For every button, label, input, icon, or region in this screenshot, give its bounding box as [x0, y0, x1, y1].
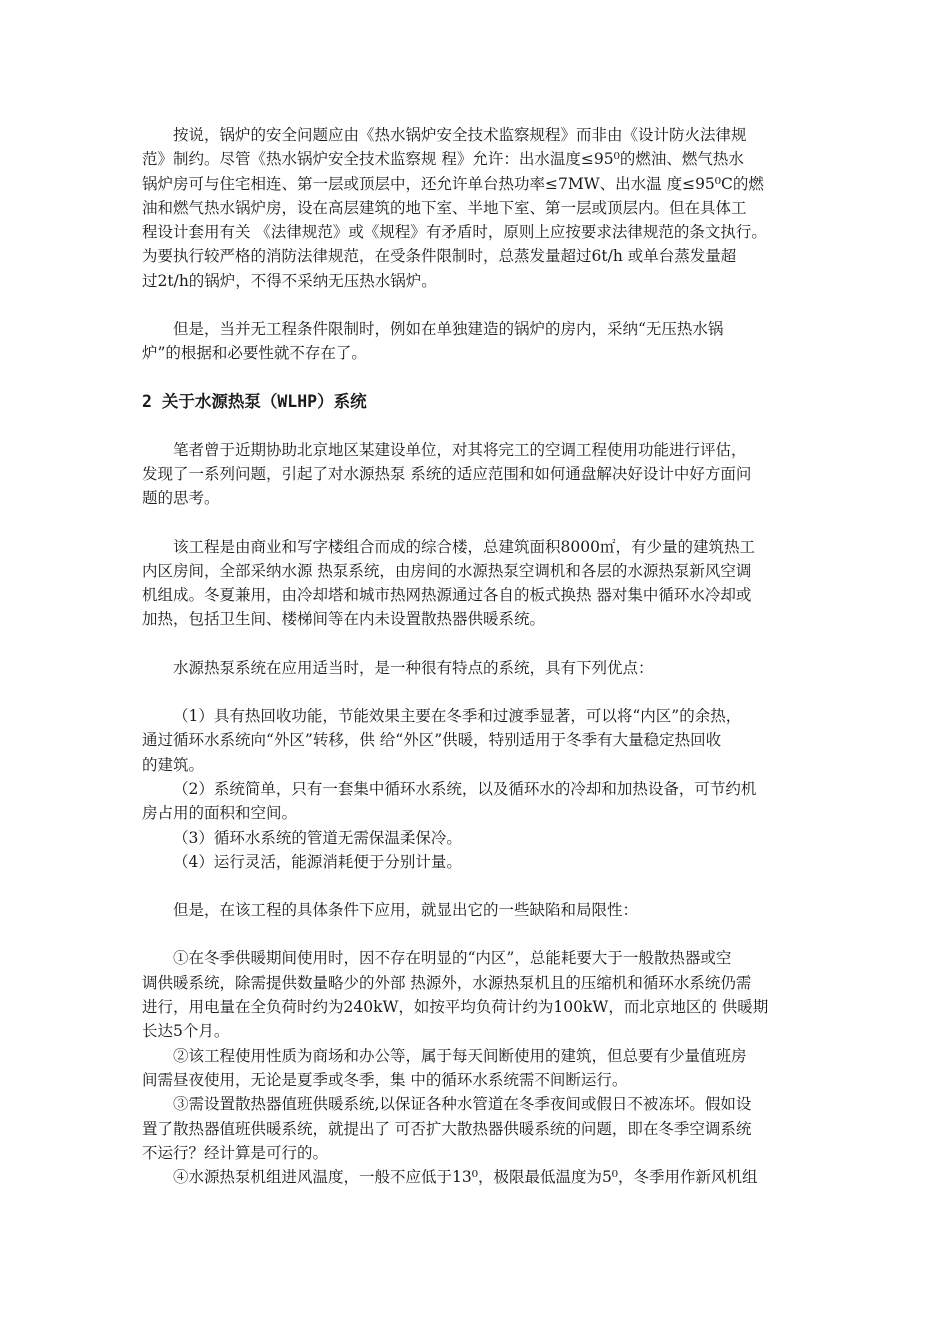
text-line: 为要执行较严格的消防法律规范，在受条件限制时，总蒸发量超过6t/h 或单台蒸发量超: [142, 247, 737, 266]
text-line: 但是，当并无工程条件限制时，例如在单独建造的锅炉的房内，采纳“无压热水锅: [173, 320, 724, 339]
text-line: 范》制约。尽管《热水锅炉安全技术监察规 程》允许：出水温度≤95⁰的燃油、燃气热水: [142, 150, 744, 169]
block-spacer: [142, 293, 830, 317]
block-spacer: [142, 680, 830, 704]
block-spacer: [142, 414, 830, 438]
text-line: 的建筑。: [142, 755, 205, 774]
text-line: 置了散热器值班供暖系统，就提出了 可否扩大散热器供暖系统的问题，即在冬季空调系统: [142, 1119, 752, 1138]
list-item: [142, 1044, 830, 1093]
para-limitations-intro: [142, 898, 830, 922]
text-line: （3）循环水系统的管道无需保温柔保冷。: [173, 828, 462, 847]
section-heading-wlhp: 2 关于水源热泵（WLHP）系统: [142, 391, 367, 411]
text-line: 按说，锅炉的安全问题应由《热水锅炉安全技术监察规程》而非由《设计防火法律规: [173, 126, 747, 144]
text-line: 通过循环水系统向“外区”转移，供 给“外区”供暖，特别适用于冬季有大量稳定热回收: [142, 731, 722, 750]
limitations-list: [142, 946, 830, 1189]
text-line: 不运行？经计算是可行的。: [142, 1143, 329, 1162]
block-spacer: [142, 366, 830, 390]
para-boiler-regulation: [142, 123, 830, 293]
list-item: [142, 704, 830, 777]
text-line: ①在冬季供暖期间使用时，因不存在明显的“内区”，总能耗要大于一般散热器或空: [173, 949, 732, 968]
text-line: 题的思考。: [142, 489, 220, 508]
advantages-list: [142, 704, 830, 874]
text-line: 锅炉房可与住宅相连、第一层或顶层中，还允许单台热功率≤7MW、出水温 度≤95⁰C的燃: [142, 174, 764, 193]
block-spacer: [142, 922, 830, 946]
text-line: 调供暖系统，除需提供数量略少的外部 热源外，水源热泵机且的压缩机和循环水系统仍需: [142, 973, 752, 992]
text-line: 炉”的根据和必要性就不存在了。: [142, 344, 367, 363]
text-line: 间需昼夜使用，无论是夏季或冬季，集 中的循环水系统需不间断运行。: [142, 1070, 628, 1089]
text-line: 加热，包括卫生间、楼梯间等在内未设置散热器供暖系统。: [142, 610, 546, 629]
para-advantages-intro: [142, 656, 830, 680]
text-line: 程设计套用有关 《法律规范》或《规程》有矛盾时，原则上应按要求法律规范的条文执行。: [142, 223, 767, 242]
text-line: 笔者曾于近期协助北京地区某建设单位，对其将完工的空调工程使用功能进行评估，: [173, 440, 747, 459]
text-line: 该工程是由商业和写字楼组合而成的综合楼，总建筑面积8000㎡，有少量的建筑热工: [173, 537, 755, 556]
text-line: 水源热泵系统在应用适当时，是一种很有特点的系统，具有下列优点：: [173, 658, 654, 677]
block-spacer: [142, 511, 830, 535]
text-line: 长达5个月。: [142, 1022, 230, 1041]
text-line: ③需设置散热器值班供暖系统,以保证各种水管道在冬季夜间或假日不被冻坏。假如设: [173, 1095, 752, 1114]
para-unpressurized-boiler: [142, 317, 830, 366]
para-evaluation: [142, 438, 830, 511]
text-line: 但是，在该工程的具体条件下应用，就显出它的一些缺陷和局限性：: [173, 901, 639, 920]
list-item: [142, 777, 830, 826]
text-line: 油和燃气热水锅炉房，设在高层建筑的地下室、半地下室、第一层或顶层内。但在具体工: [142, 198, 747, 217]
document-body: [142, 123, 830, 1189]
list-item: [142, 826, 830, 850]
block-spacer: [142, 632, 830, 656]
block-spacer: [142, 874, 830, 898]
text-line: ④水源热泵机组进风温度，一般不应低于13⁰，极限最低温度为5⁰，冬季用作新风机组: [173, 1168, 758, 1187]
text-line: 内区房间，全部采纳水源 热泵系统，由房间的水源热泵空调机和各层的水源热泵新风空调: [142, 561, 752, 580]
text-line: ②该工程使用性质为商场和办公等，属于每天间断使用的建筑，但总要有少量值班房: [173, 1046, 747, 1065]
text-line: 机组成。冬夏兼用，由冷却塔和城市热网热源通过各自的板式换热 器对集中循环水冷却或: [142, 586, 752, 605]
text-line: 过2t/h的锅炉，不得不采纳无压热水锅炉。: [142, 271, 437, 290]
list-item: [142, 1092, 830, 1165]
text-line: 发现了一系列问题，引起了对水源热泵 系统的适应范围和如何通盘解决好设计中好方面问: [142, 464, 752, 483]
text-line: （2）系统简单，只有一套集中循环水系统，以及循环水的冷却和加热设备，可节约机: [173, 779, 757, 798]
text-line: （4）运行灵活，能源消耗便于分别计量。: [173, 852, 462, 871]
list-item: [142, 946, 830, 1043]
text-line: 房占用的面积和空间。: [142, 804, 298, 823]
text-line: （1）具有热回收功能，节能效果主要在冬季和过渡季显著，可以将“内区”的余热，: [173, 707, 742, 726]
list-item: [142, 850, 830, 874]
para-project-description: [142, 535, 830, 632]
text-line: 进行，用电量在全负荷时约为240kW，如按平均负荷计约为100kW，而北京地区的 供暖期: [142, 998, 769, 1017]
list-item: [142, 1165, 830, 1189]
